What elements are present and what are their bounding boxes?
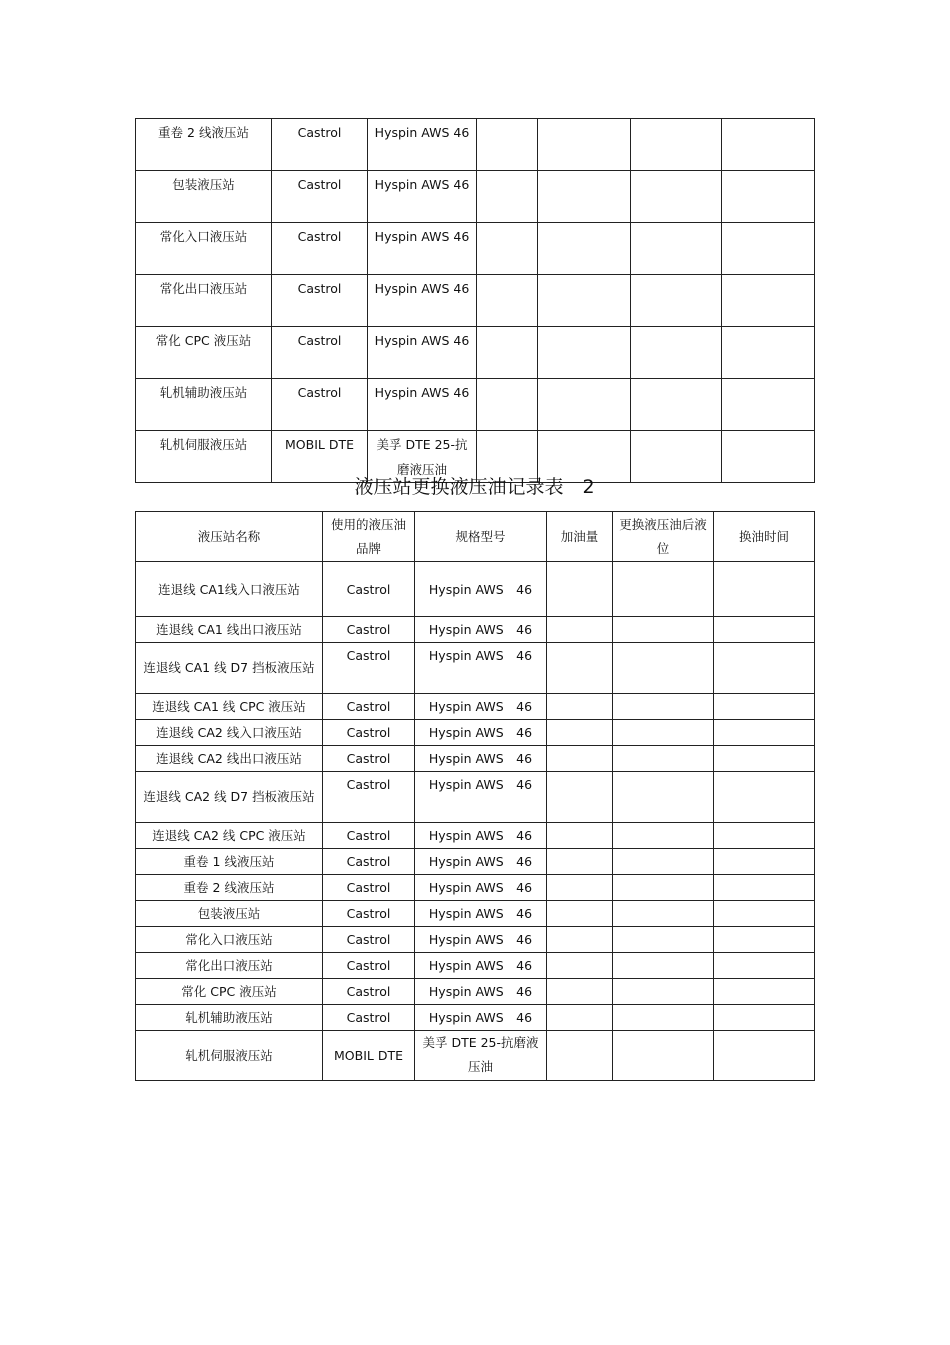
station-name: 重卷 2 线液压站 [136, 119, 272, 171]
oil-spec: Hyspin AWS 46 [415, 772, 547, 823]
oil-brand: Castrol [323, 617, 415, 643]
oil-brand: Castrol [272, 171, 368, 223]
empty-cell [477, 223, 538, 275]
oil-spec: Hyspin AWS 46 [415, 562, 547, 617]
empty-cell [714, 927, 815, 953]
table-row [136, 275, 815, 327]
empty-cell [613, 823, 714, 849]
empty-cell [722, 223, 815, 275]
oil-record-table-2 [135, 511, 815, 1081]
empty-cell [714, 1005, 815, 1031]
header-spec: 规格型号 [415, 512, 547, 562]
oil-spec: Hyspin AWS 46 [415, 617, 547, 643]
oil-brand: Castrol [323, 875, 415, 901]
empty-cell [613, 927, 714, 953]
oil-brand: Castrol [272, 275, 368, 327]
oil-brand: Castrol [323, 643, 415, 694]
oil-spec: Hyspin AWS 46 [415, 875, 547, 901]
oil-brand: Castrol [323, 823, 415, 849]
empty-cell [547, 772, 613, 823]
empty-cell [613, 901, 714, 927]
empty-cell [613, 953, 714, 979]
station-name: 包装液压站 [136, 171, 272, 223]
empty-cell [538, 223, 631, 275]
station-name: 轧机辅助液压站 [136, 1005, 323, 1031]
empty-cell [538, 327, 631, 379]
oil-spec: Hyspin AWS 46 [368, 223, 477, 275]
table-row [136, 746, 815, 772]
empty-cell [477, 171, 538, 223]
table-row [136, 327, 815, 379]
table-row [136, 643, 815, 694]
empty-cell [547, 849, 613, 875]
empty-cell [547, 562, 613, 617]
table-row [136, 1005, 815, 1031]
empty-cell [613, 849, 714, 875]
empty-cell [477, 275, 538, 327]
empty-cell [613, 617, 714, 643]
empty-cell [714, 901, 815, 927]
empty-cell [714, 979, 815, 1005]
empty-cell [613, 772, 714, 823]
empty-cell [631, 379, 722, 431]
header-oil-brand: 使用的液压油品牌 [323, 512, 415, 562]
empty-cell [631, 275, 722, 327]
oil-brand: Castrol [323, 562, 415, 617]
empty-cell [547, 617, 613, 643]
table-row [136, 562, 815, 617]
oil-brand: Castrol [323, 927, 415, 953]
oil-spec: Hyspin AWS 46 [415, 823, 547, 849]
empty-cell [538, 171, 631, 223]
empty-cell [547, 746, 613, 772]
table-row [136, 694, 815, 720]
header-level: 更换液压油后液位 [613, 512, 714, 562]
oil-brand: Castrol [323, 772, 415, 823]
empty-cell [547, 1005, 613, 1031]
oil-brand: Castrol [323, 1005, 415, 1031]
station-name: 常化 CPC 液压站 [136, 327, 272, 379]
empty-cell [613, 875, 714, 901]
station-name: 连退线 CA2 线出口液压站 [136, 746, 323, 772]
table-row [136, 617, 815, 643]
station-name: 重卷 2 线液压站 [136, 875, 323, 901]
station-name: 常化出口液压站 [136, 953, 323, 979]
empty-cell [714, 562, 815, 617]
station-name: 连退线 CA1线入口液压站 [136, 562, 323, 617]
station-name: 连退线 CA2 线入口液压站 [136, 720, 323, 746]
oil-spec: Hyspin AWS 46 [415, 720, 547, 746]
oil-brand: Castrol [323, 746, 415, 772]
table-row [136, 979, 815, 1005]
oil-brand: MOBIL DTE [323, 1031, 415, 1081]
empty-cell [714, 849, 815, 875]
oil-spec: Hyspin AWS 46 [415, 979, 547, 1005]
empty-cell [613, 1005, 714, 1031]
empty-cell [538, 275, 631, 327]
table-row [136, 772, 815, 823]
empty-cell [631, 171, 722, 223]
empty-cell [722, 171, 815, 223]
oil-spec: Hyspin AWS 46 [368, 327, 477, 379]
station-name: 连退线 CA1 线 CPC 液压站 [136, 694, 323, 720]
oil-spec: Hyspin AWS 46 [368, 119, 477, 171]
oil-record-table-1 [135, 118, 815, 483]
oil-brand: Castrol [272, 119, 368, 171]
station-name: 轧机伺服液压站 [136, 431, 272, 483]
table-2-title: 液压站更换液压油记录表 2 [354, 476, 595, 498]
empty-cell [477, 119, 538, 171]
table-row [136, 379, 815, 431]
empty-cell [613, 746, 714, 772]
oil-spec: Hyspin AWS 46 [368, 275, 477, 327]
oil-brand: Castrol [323, 694, 415, 720]
empty-cell [477, 327, 538, 379]
empty-cell [547, 823, 613, 849]
station-name: 包装液压站 [136, 901, 323, 927]
station-name: 连退线 CA2 线 D7 挡板液压站 [136, 772, 323, 823]
station-name: 常化入口液压站 [136, 927, 323, 953]
table-row [136, 953, 815, 979]
oil-spec: Hyspin AWS 46 [415, 901, 547, 927]
empty-cell [631, 327, 722, 379]
oil-brand: Castrol [323, 901, 415, 927]
empty-cell [714, 1031, 815, 1081]
empty-cell [547, 1031, 613, 1081]
table-row [136, 901, 815, 927]
empty-cell [547, 953, 613, 979]
empty-cell [714, 772, 815, 823]
empty-cell [631, 223, 722, 275]
empty-cell [631, 119, 722, 171]
oil-brand: Castrol [272, 223, 368, 275]
table-row [136, 927, 815, 953]
station-name: 连退线 CA2 线 CPC 液压站 [136, 823, 323, 849]
oil-spec: 美孚 DTE 25-抗磨液压油 [368, 431, 477, 483]
table-row [136, 849, 815, 875]
table-row [136, 119, 815, 171]
empty-cell [547, 694, 613, 720]
empty-cell [547, 927, 613, 953]
empty-cell [714, 746, 815, 772]
table-row [136, 875, 815, 901]
empty-cell [613, 1031, 714, 1081]
table-row [136, 1031, 815, 1081]
empty-cell [547, 979, 613, 1005]
empty-cell [477, 379, 538, 431]
table-row [136, 823, 815, 849]
oil-brand: Castrol [323, 849, 415, 875]
empty-cell [722, 379, 815, 431]
oil-brand: Castrol [323, 720, 415, 746]
oil-brand: Castrol [272, 379, 368, 431]
empty-cell [547, 643, 613, 694]
empty-cell [613, 694, 714, 720]
station-name: 重卷 1 线液压站 [136, 849, 323, 875]
oil-spec: Hyspin AWS 46 [415, 694, 547, 720]
empty-cell [538, 379, 631, 431]
empty-cell [547, 875, 613, 901]
header-station-name: 液压站名称 [136, 512, 323, 562]
empty-cell [613, 562, 714, 617]
empty-cell [547, 720, 613, 746]
table-row [136, 720, 815, 746]
empty-cell [722, 327, 815, 379]
empty-cell [714, 823, 815, 849]
station-name: 轧机伺服液压站 [136, 1031, 323, 1081]
oil-spec: 美孚 DTE 25-抗磨液压油 [415, 1031, 547, 1081]
station-name: 连退线 CA1 线出口液压站 [136, 617, 323, 643]
oil-spec: Hyspin AWS 46 [368, 171, 477, 223]
oil-spec: Hyspin AWS 46 [415, 953, 547, 979]
empty-cell [714, 875, 815, 901]
table-row [136, 223, 815, 275]
empty-cell [714, 720, 815, 746]
header-time: 换油时间 [714, 512, 815, 562]
header-amount: 加油量 [547, 512, 613, 562]
empty-cell [714, 953, 815, 979]
table-row [136, 171, 815, 223]
empty-cell [714, 643, 815, 694]
header-row [136, 512, 815, 562]
empty-cell [722, 275, 815, 327]
station-name: 常化出口液压站 [136, 275, 272, 327]
oil-brand: MOBIL DTE [272, 431, 368, 483]
station-name: 连退线 CA1 线 D7 挡板液压站 [136, 643, 323, 694]
oil-spec: Hyspin AWS 46 [415, 643, 547, 694]
oil-spec: Hyspin AWS 46 [415, 1005, 547, 1031]
oil-brand: Castrol [323, 953, 415, 979]
station-name: 常化 CPC 液压站 [136, 979, 323, 1005]
empty-cell [714, 617, 815, 643]
oil-brand: Castrol [272, 327, 368, 379]
empty-cell [613, 979, 714, 1005]
empty-cell [613, 720, 714, 746]
oil-spec: Hyspin AWS 46 [415, 849, 547, 875]
empty-cell [613, 643, 714, 694]
oil-spec: Hyspin AWS 46 [368, 379, 477, 431]
station-name: 轧机辅助液压站 [136, 379, 272, 431]
empty-cell [547, 901, 613, 927]
empty-cell [722, 119, 815, 171]
oil-spec: Hyspin AWS 46 [415, 746, 547, 772]
empty-cell [538, 119, 631, 171]
oil-brand: Castrol [323, 979, 415, 1005]
empty-cell [714, 694, 815, 720]
station-name: 常化入口液压站 [136, 223, 272, 275]
oil-spec: Hyspin AWS 46 [415, 927, 547, 953]
